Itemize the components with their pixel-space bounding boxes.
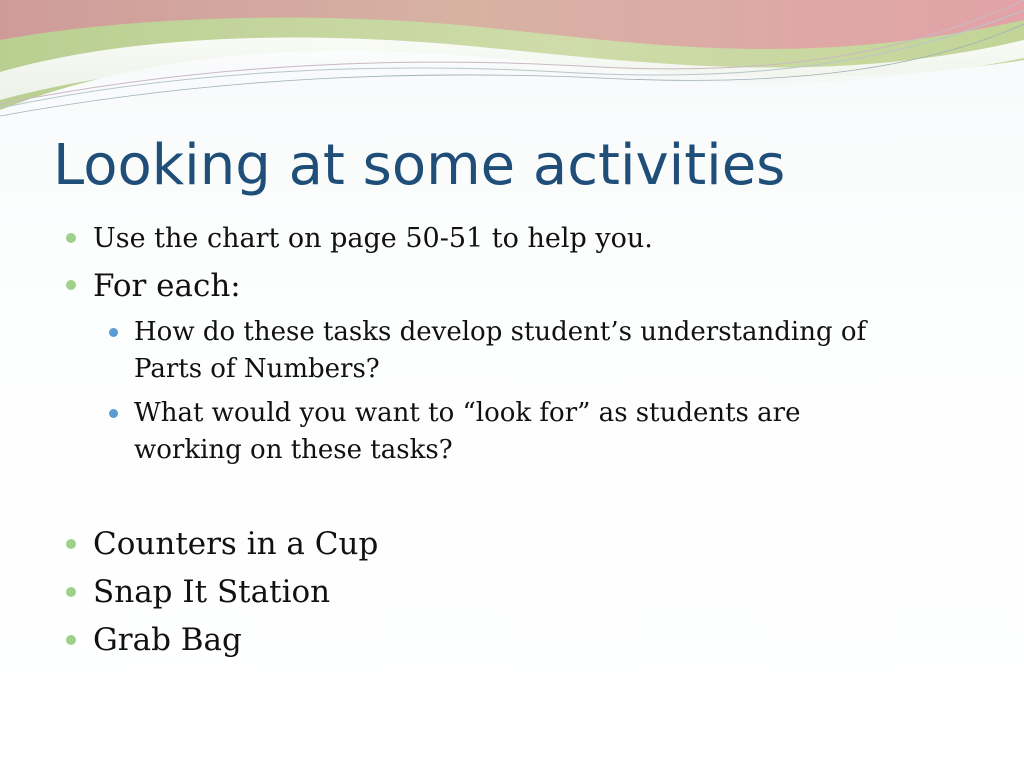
bullet-text: Snap It Station: [93, 574, 331, 610]
bullet-text: For each:: [93, 268, 241, 304]
sub-bullet-dot-icon: [109, 328, 118, 337]
bullet-text: Use the chart on page 50-51 to help you.: [93, 223, 653, 254]
sub-bullet-text-line-2: Parts of Numbers?: [134, 354, 380, 384]
bullet-dot-icon: [66, 587, 76, 597]
sub-bullet-dot-icon: [109, 409, 118, 418]
sub-bullet-text-line-1: What would you want to “look for” as students are: [134, 398, 801, 428]
bullet-dot-icon: [66, 233, 76, 243]
bullet-text: Grab Bag: [93, 622, 242, 658]
sub-bullet-text-line-1: How do these tasks develop student’s understanding of: [134, 317, 867, 347]
bullet-dot-icon: [66, 635, 76, 645]
bullet-text: Counters in a Cup: [93, 526, 379, 562]
slide-title: Looking at some activities: [53, 133, 786, 198]
sub-bullet-text-line-2: working on these tasks?: [134, 435, 453, 465]
bullet-dot-icon: [66, 539, 76, 549]
bullet-dot-icon: [66, 280, 76, 290]
